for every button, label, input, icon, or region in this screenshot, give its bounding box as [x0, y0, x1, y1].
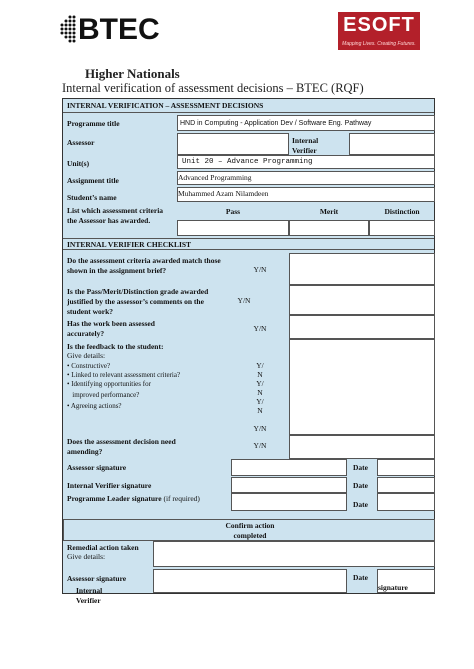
q4-comment-field[interactable] [289, 339, 435, 435]
section-title-bar [63, 99, 434, 113]
units-value: Unit 20 – Advance Programming [182, 158, 313, 166]
confirm-action-bar [63, 519, 435, 541]
assessor-2-date-label: Date [353, 573, 368, 582]
q4-yn: N [257, 388, 263, 397]
question-grade-justified: Is the Pass/Merit/Distinction grade awarded justified by the assessor’s comments on the student work? [67, 287, 209, 316]
feedback-item: • Agreeing actions? [67, 402, 122, 410]
q4-yn: Y/ [256, 361, 264, 370]
units-label: Unit(s) [67, 159, 90, 168]
btec-logo [56, 12, 160, 48]
question-feedback: Is the feedback to the student: [67, 342, 164, 351]
grade-header-merit: Merit [319, 207, 339, 216]
pass-criteria-field[interactable] [177, 220, 289, 236]
iv-date-label: Date [353, 481, 368, 490]
checklist-title: INTERNAL VERIFIER CHECKLIST [67, 240, 192, 249]
q5-comment-field[interactable] [289, 435, 435, 459]
q3-comment-field[interactable] [289, 315, 435, 339]
students-name-label: Student’s name [67, 193, 117, 202]
distinction-criteria-field[interactable] [369, 220, 435, 236]
q2-yn: Y/N [237, 296, 251, 305]
esoft-logo [338, 12, 420, 50]
question-decision-amending: Does the assessment decision need amending? [67, 437, 176, 456]
question-criteria-match: Do the assessment criteria awarded match those shown in the assignment brief? [67, 256, 221, 275]
internal-verifier-label: Internal Verifier [292, 136, 319, 155]
programme-title-value: HND in Computing - Application Dev / Software Eng. Pathway [180, 120, 372, 127]
assessor-date-field[interactable] [377, 459, 435, 476]
feedback-item: • Identifying opportunities for [67, 380, 151, 388]
assessor-field[interactable] [177, 133, 289, 155]
grade-header-pass: Pass [225, 207, 241, 216]
q4-yn: N [257, 406, 263, 415]
assessor-signature-label: Assessor signature [67, 463, 127, 472]
pl-signature-field[interactable] [231, 493, 347, 511]
feedback-item: • Constructive? [67, 362, 111, 370]
pl-date-field[interactable] [377, 493, 435, 511]
esoft-tagline: Mapping Lives. Creating Futures. [342, 41, 416, 47]
students-name-value: Muhammed Azam Nilamdeen [178, 189, 269, 198]
programme-title-field[interactable] [177, 115, 435, 131]
checklist-title-bar [63, 238, 434, 250]
section-title: INTERNAL VERIFICATION – ASSESSMENT DECISIONS [67, 101, 264, 110]
remedial-action-label: Remedial action taken [67, 543, 139, 552]
assignment-title-label: Assignment title [67, 176, 119, 185]
feedback-give-details: Give details: [67, 351, 106, 360]
iv-signature-label: Internal Verifier signature [67, 481, 152, 490]
merit-criteria-field[interactable] [289, 220, 369, 236]
confirm-action-label: Confirm action completed [225, 521, 275, 540]
criteria-label: List which assessment criteria the Assessor has awarded. [67, 206, 164, 225]
q2-comment-field[interactable] [289, 285, 435, 315]
assessor-date-label: Date [353, 463, 368, 472]
q5-yn: Y/N [253, 441, 267, 450]
remedial-action-field[interactable] [153, 541, 435, 567]
iv-date-field[interactable] [377, 477, 435, 493]
remedial-give-details: Give details: [67, 552, 106, 561]
assessor-signature-2-field[interactable] [153, 569, 347, 593]
assessor-signature-2-label: Assessor signature [67, 574, 127, 583]
programme-title-label: Programme title [67, 119, 120, 128]
assessor-signature-field[interactable] [231, 459, 347, 476]
q4-yn: Y/ [256, 379, 264, 388]
esoft-wordmark: ESOFT [343, 14, 415, 36]
assignment-title-value: Advanced Programming [178, 173, 252, 182]
pl-if-required: (if required) [163, 494, 200, 503]
page-subtitle: Internal verification of assessment decisions – BTEC (RQF) [62, 81, 364, 95]
internal-verifier-field[interactable] [349, 133, 435, 155]
btec-dots-icon [56, 14, 78, 44]
q1-yn: Y/N [253, 265, 267, 274]
assessor-label: Assessor [67, 138, 95, 147]
q4-yn: Y/ [256, 397, 264, 406]
pl-date-label: Date [353, 500, 368, 509]
q4-yn: N [257, 370, 263, 379]
grade-header-distinction: Distinction [384, 207, 420, 216]
feedback-item: • Linked to relevant assessment criteria? [67, 371, 181, 379]
students-name-field[interactable] [177, 187, 435, 202]
q4-yn: Y/N [253, 424, 267, 433]
q3-yn: Y/N [253, 324, 267, 333]
iv-signature-field[interactable] [231, 477, 347, 493]
q1-comment-field[interactable] [289, 253, 435, 285]
verification-form [62, 98, 435, 594]
assignment-title-field[interactable] [177, 171, 435, 185]
question-assessed-accurately: Has the work been assessed accurately? [67, 319, 155, 338]
pl-signature-label [67, 494, 200, 504]
btec-wordmark: BTEC [78, 13, 160, 46]
internal-verifier-bottom-label: Internal Verifier [76, 586, 103, 605]
pl-signature-text: Programme Leader signature [67, 494, 162, 503]
page-title: Higher Nationals [85, 66, 180, 81]
feedback-item: improved performance? [67, 391, 140, 399]
units-field[interactable] [177, 155, 435, 169]
signature-bottom-label: signature [378, 583, 408, 592]
